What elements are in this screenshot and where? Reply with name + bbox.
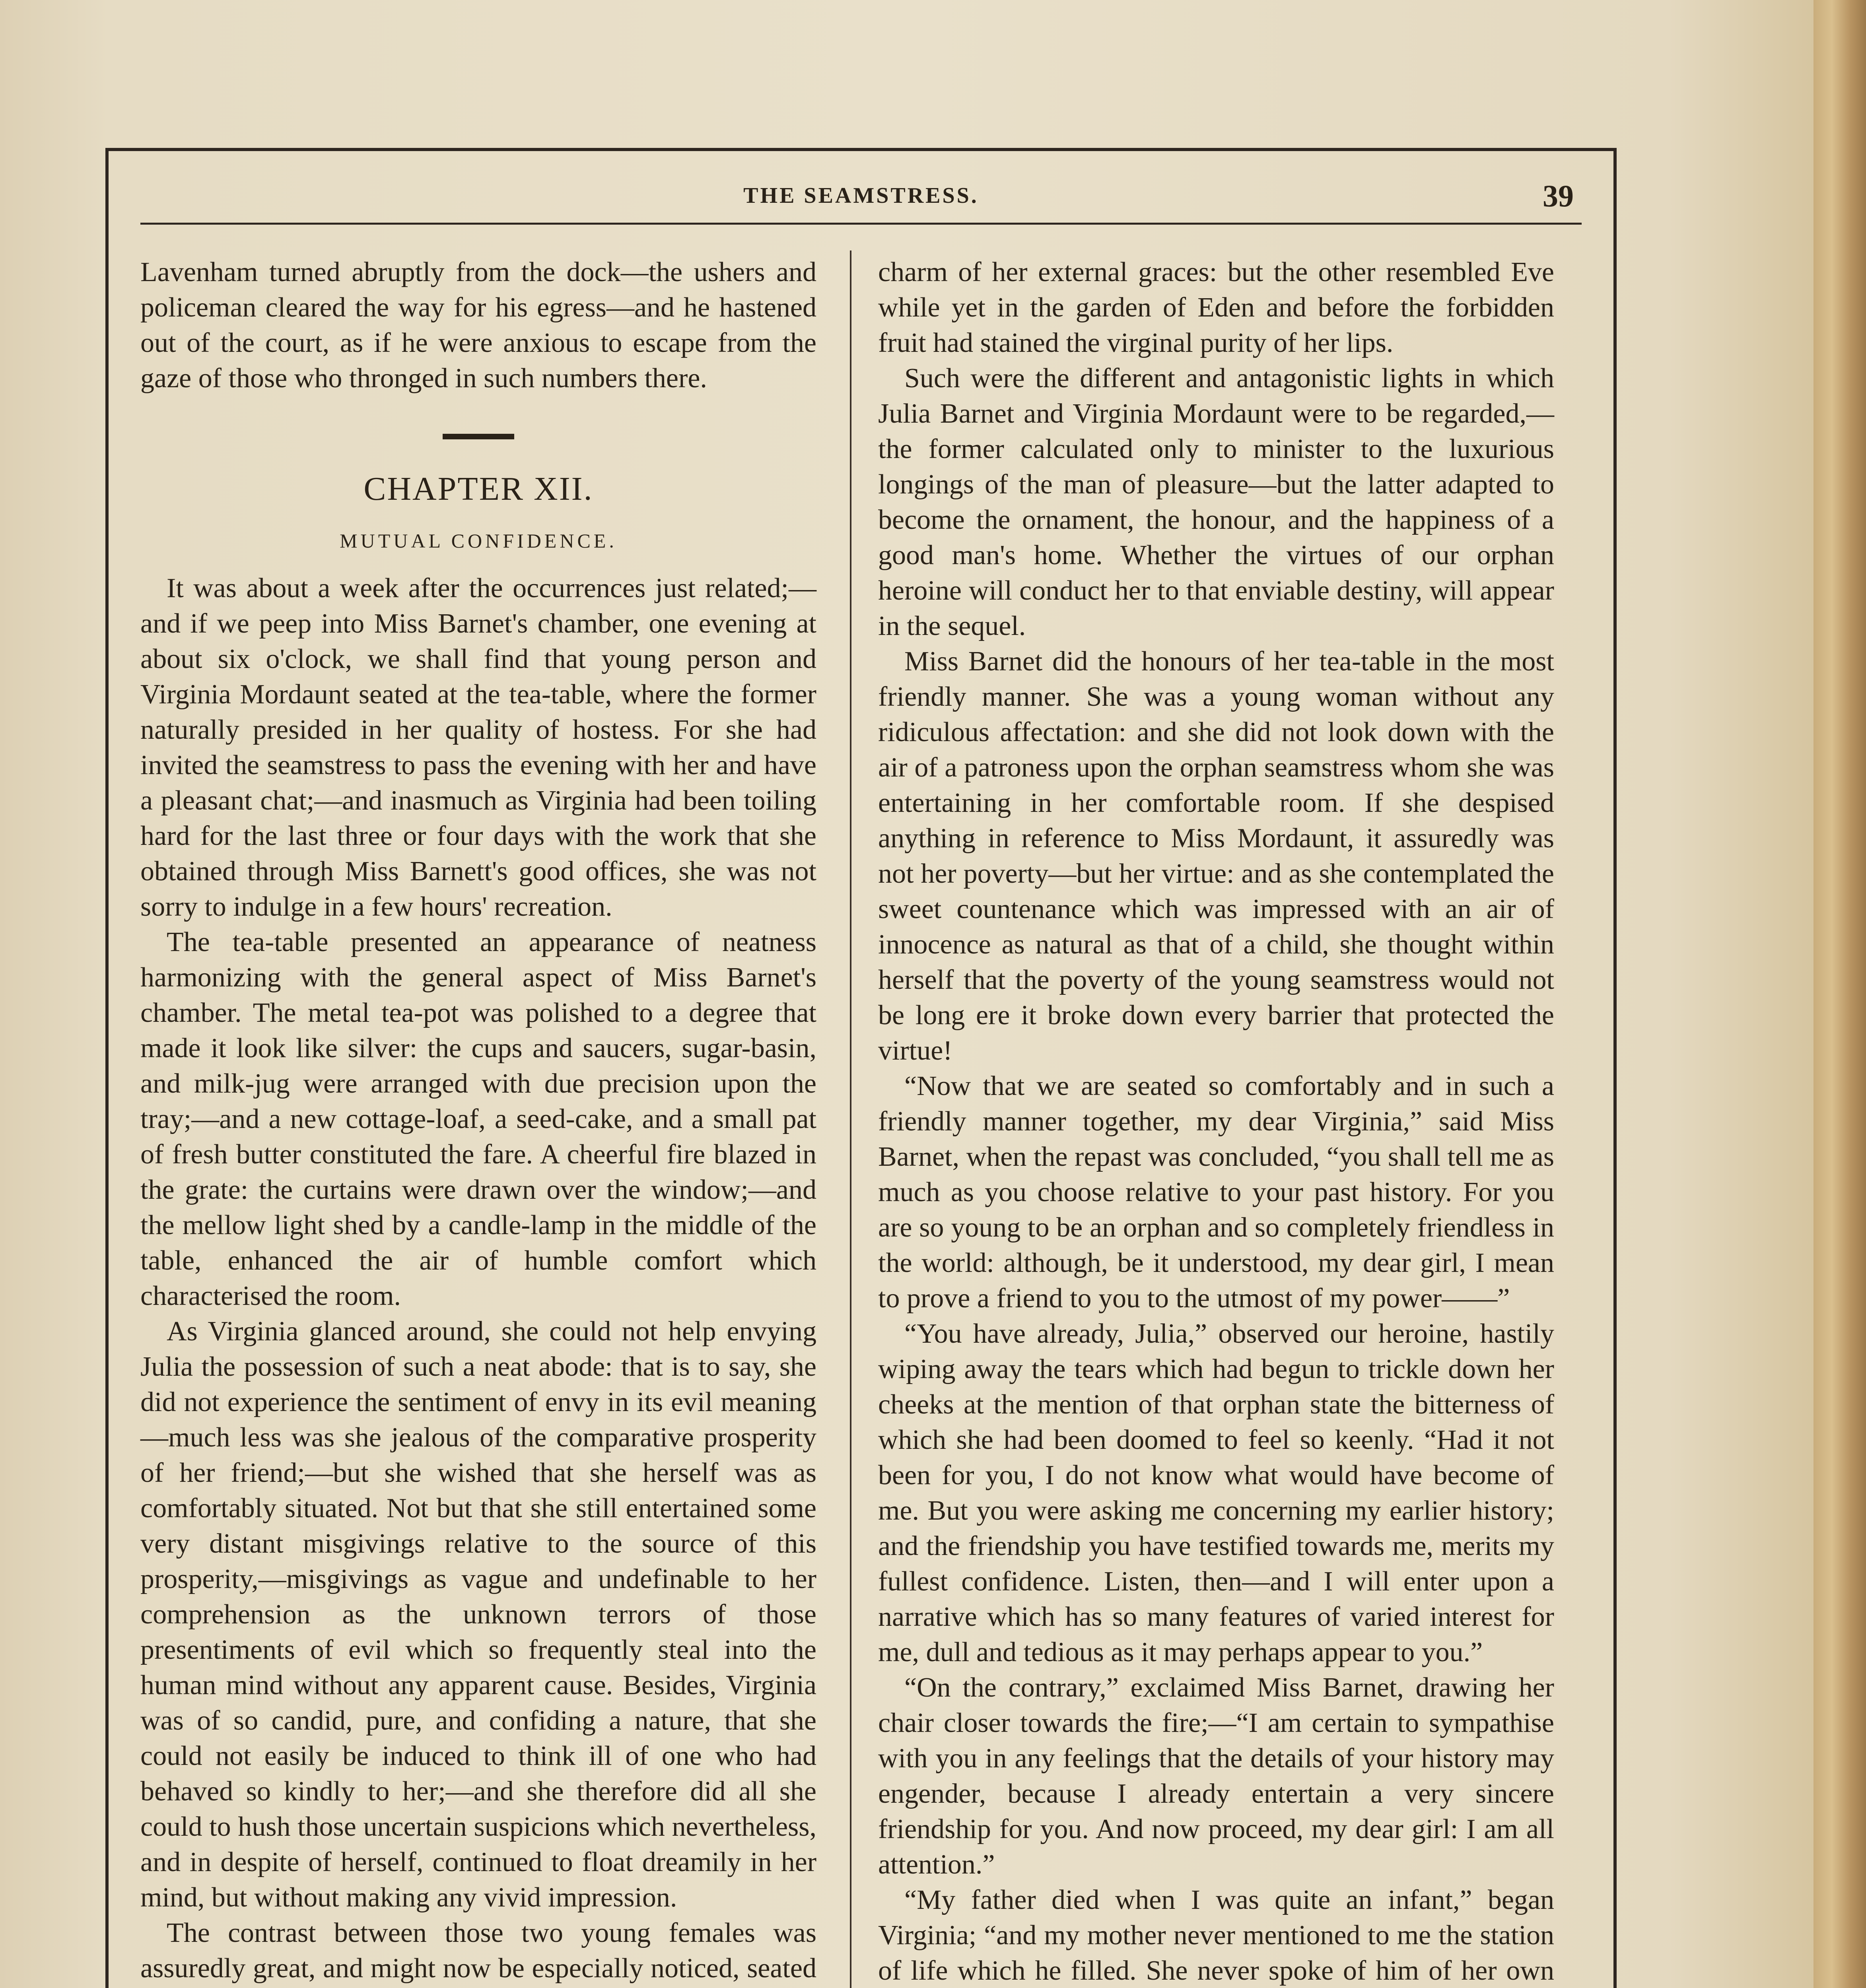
paragraph: As Virginia glanced around, she could not help envying Julia the possession of such a neat abode: that is to say, she did not experience the sentiment of envy in its evil meaning—much less was she jealous of the comparative prosperity of her friend;—but she wished that she herself was as comfortably situated. Not but that she still entertained some very distant misgivings relative to the source of this prosperity,—misgivings as vague and undefinable to her comprehension as the unknown terrors of those presentiments of evil which so frequently steal into the human mind without any apparent cause. Besides, Virginia was of so candid, pure, and confiding a nature, that she could not easily be induced to think ill of one who had behaved so kindly to her;—and she therefore did all she could to hush those uncertain suspicions which nevertheless, and in despite of herself, continued to float dreamily in her mind, but without making any vivid impression. <box>140 1316 816 1913</box>
column-divider <box>850 250 851 1988</box>
paragraph: “You have already, Julia,” observed our heroine, hastily wiping away the tears which had begun to trickle down her cheeks at the mention of that orphan state the bitterness of which she had been doomed to feel so keenly. “Had it not been for you, I do not know what would have become of me. But you were asking me concerning my earlier history; and the friendship you have testified towards me, merits my fullest confidence. Listen, then—and I will enter upon a narrative which has so many features of varied interest for me, dull and tedious as it may perhaps appear to you.” <box>878 1318 1554 1668</box>
running-head <box>140 179 1582 225</box>
left-column <box>140 254 816 1988</box>
right-column <box>878 254 1554 1988</box>
running-head-title: THE SEAMSTRESS. <box>743 183 979 208</box>
paragraph: The contrast between those two young females was assuredly great, and might now be especially noticed, seated <box>140 1918 816 1984</box>
chapter-rule <box>443 434 514 439</box>
carryover-paragraph: charm of her external graces: but the other resembled Eve while yet in the garden of Eden and before the forbidden fruit had stained the virginal purity of her lips. <box>878 257 1554 358</box>
carryover-paragraph: Lavenham turned abruptly from the dock—the ushers and policeman cleared the way for his egress—and he hastened out of the court, as if he were anxious to escape from the gaze of those who thronged in such numbers there. <box>140 257 816 394</box>
paragraph: “My father died when I was quite an infant,” began Virginia; “and my mother never mentioned to me the station of life which he filled. She never spoke of him of her own <box>878 1885 1554 1986</box>
paragraph: Such were the different and antagonistic lights in which Julia Barnet and Virginia Mordaunt were to be regarded,—the former calculated only to minister to the luxurious longings of the man of pleasure—but the latter adapted to become the ornament, the honour, and the happiness of a good man's home. Whether the virtues of our orphan heroine will conduct her to that enviable destiny, will appear in the sequel. <box>878 363 1554 641</box>
paragraph: The tea-table presented an appearance of neatness harmonizing with the general aspect of Miss Barnet's chamber. The metal tea-pot was polished to a degree that made it look like silver: the cups and saucers, sugar-basin, and milk-jug were arranged with due precision upon the tray;—and a new cottage-loaf, a seed-cake, and a small pat of fresh butter constituted the fare. A cheerful fire blazed in the grate: the curtains were drawn over the window;—and the mellow light shed by a candle-lamp in the middle of the table, enhanced the air of humble comfort which characterised the room. <box>140 927 816 1311</box>
paragraph: “Now that we are seated so comfortably and in such a friendly manner together, my dear Virginia,” said Miss Barnet, when the repast was concluded, “you shall tell me as much as you choose relative to your past history. For you are so young to be an orphan and so completely friendless in the world: although, be it understood, my dear girl, I mean to prove a friend to you to the utmost of my power——” <box>878 1071 1554 1314</box>
page-number: 39 <box>1543 179 1574 213</box>
chapter-subtitle: MUTUAL CONFIDENCE. <box>340 530 617 552</box>
paragraph: Miss Barnet did the honours of her tea-table in the most friendly manner. She was a young woman without any ridiculous affectation: and she did not look down with the air of a patroness upon the orphan seamstress whom she was entertaining in her comfortable room. If she despised anything in reference to Miss Mordaunt, it assuredly was not her poverty—but her virtue: and as she contemplated the sweet countenance which was impressed with an air of innocence as natural as that of a child, she thought within herself that the poverty of the young seamstress would not be long ere it broke down every barrier that protected the virtue! <box>878 646 1554 1066</box>
chapter-title: CHAPTER XII. <box>363 470 593 507</box>
paragraph: It was about a week after the occurrences just related;—and if we peep into Miss Barnet's chamber, one evening at about six o'clock, we shall find that young person and Virginia Mordaunt seated at the tea-table, where the former naturally presided in her quality of hostess. For she had invited the seamstress to pass the evening with her and have a pleasant chat;—and inasmuch as Virginia had been toiling hard for the last three or four days with the work that she obtained through Miss Barnett's good offices, she was not sorry to indulge in a few hours' recreation. <box>140 573 816 922</box>
paragraph: “On the contrary,” exclaimed Miss Barnet, drawing her chair closer towards the fire;—“I am certain to sympathise with you in any feelings that the details of your history may engender, because I already entertain a very sincere friendship for you. And now proceed, my dear girl: I am all attention.” <box>878 1672 1554 1880</box>
page-frame <box>105 148 1617 1988</box>
book-edge <box>1814 0 1866 1988</box>
